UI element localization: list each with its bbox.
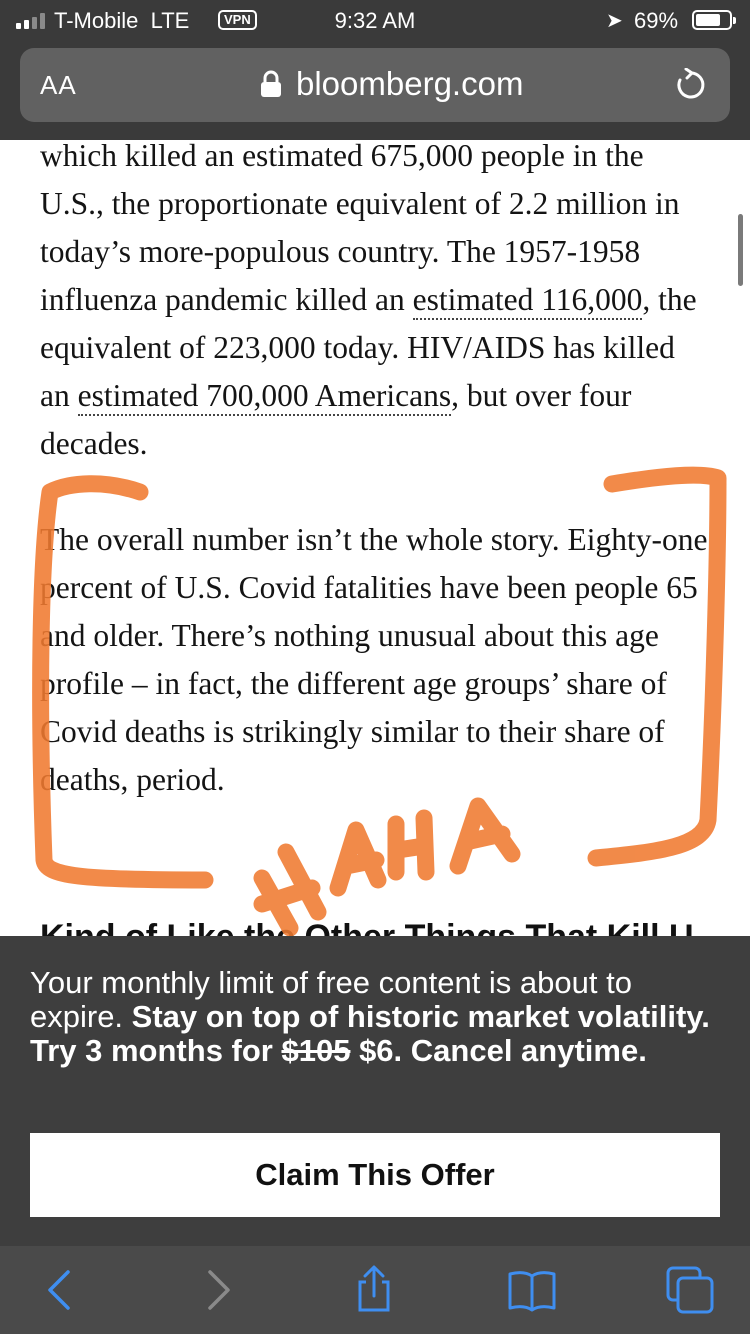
reload-icon[interactable] bbox=[674, 68, 708, 102]
share-icon[interactable] bbox=[348, 1264, 400, 1316]
paywall-banner bbox=[0, 936, 750, 1246]
back-icon[interactable] bbox=[34, 1264, 86, 1316]
clock: 9:32 AM bbox=[334, 8, 416, 33]
claim-offer-button[interactable]: Claim This Offer bbox=[30, 1133, 720, 1217]
estimated-700000-link[interactable]: estimated 700,000 Americans bbox=[78, 378, 452, 416]
paywall-message: Your monthly limit of free content is about to expire. Stay on top of historic market volatility. Try 3 months for $105 $6. Cancel anytime. bbox=[30, 965, 710, 1068]
scroll-indicator bbox=[738, 214, 743, 286]
text-size-button[interactable]: AA bbox=[40, 70, 77, 100]
old-price: $105 bbox=[281, 1033, 351, 1068]
lock-icon bbox=[260, 70, 282, 98]
browser-top-bar bbox=[0, 0, 750, 140]
estimated-116000-link[interactable]: estimated 116,000 bbox=[413, 282, 643, 320]
battery-icon bbox=[692, 10, 732, 30]
bookmarks-icon[interactable] bbox=[506, 1264, 558, 1316]
article-paragraph: which killed an estimated 675,000 people in the U.S., the proportionate equivalent of 2.2 million in today’s more-populous country. The 1957-1958 influenza pandemic killed an estimated 116,000, the equivalent of 223,000 today. HIV/AIDS has killed an estimated 700,000 Americans, but over four decades. bbox=[40, 138, 697, 461]
battery-percent: 69% bbox=[634, 8, 679, 33]
location-arrow-icon: ➤ bbox=[606, 10, 623, 32]
article-paragraph: The overall number isn’t the whole story. Eighty-one percent of U.S. Covid fatalities have been people 65 and older. There’s nothing unusual about this age profile – in fact, the different age groups’ share of Covid deaths is strikingly similar to their share of deaths, period. bbox=[40, 522, 708, 797]
vpn-badge: VPN bbox=[218, 10, 257, 30]
address-bar[interactable] bbox=[20, 48, 730, 122]
article-body bbox=[40, 132, 710, 852]
url-domain[interactable]: bloomberg.com bbox=[296, 65, 524, 102]
network-type: LTE bbox=[150, 8, 190, 33]
status-bar bbox=[0, 0, 750, 44]
forward-icon[interactable] bbox=[192, 1264, 244, 1316]
carrier-label: T-Mobile LTE bbox=[54, 8, 190, 33]
tabs-icon[interactable] bbox=[664, 1264, 716, 1316]
browser-toolbar bbox=[0, 1246, 750, 1334]
